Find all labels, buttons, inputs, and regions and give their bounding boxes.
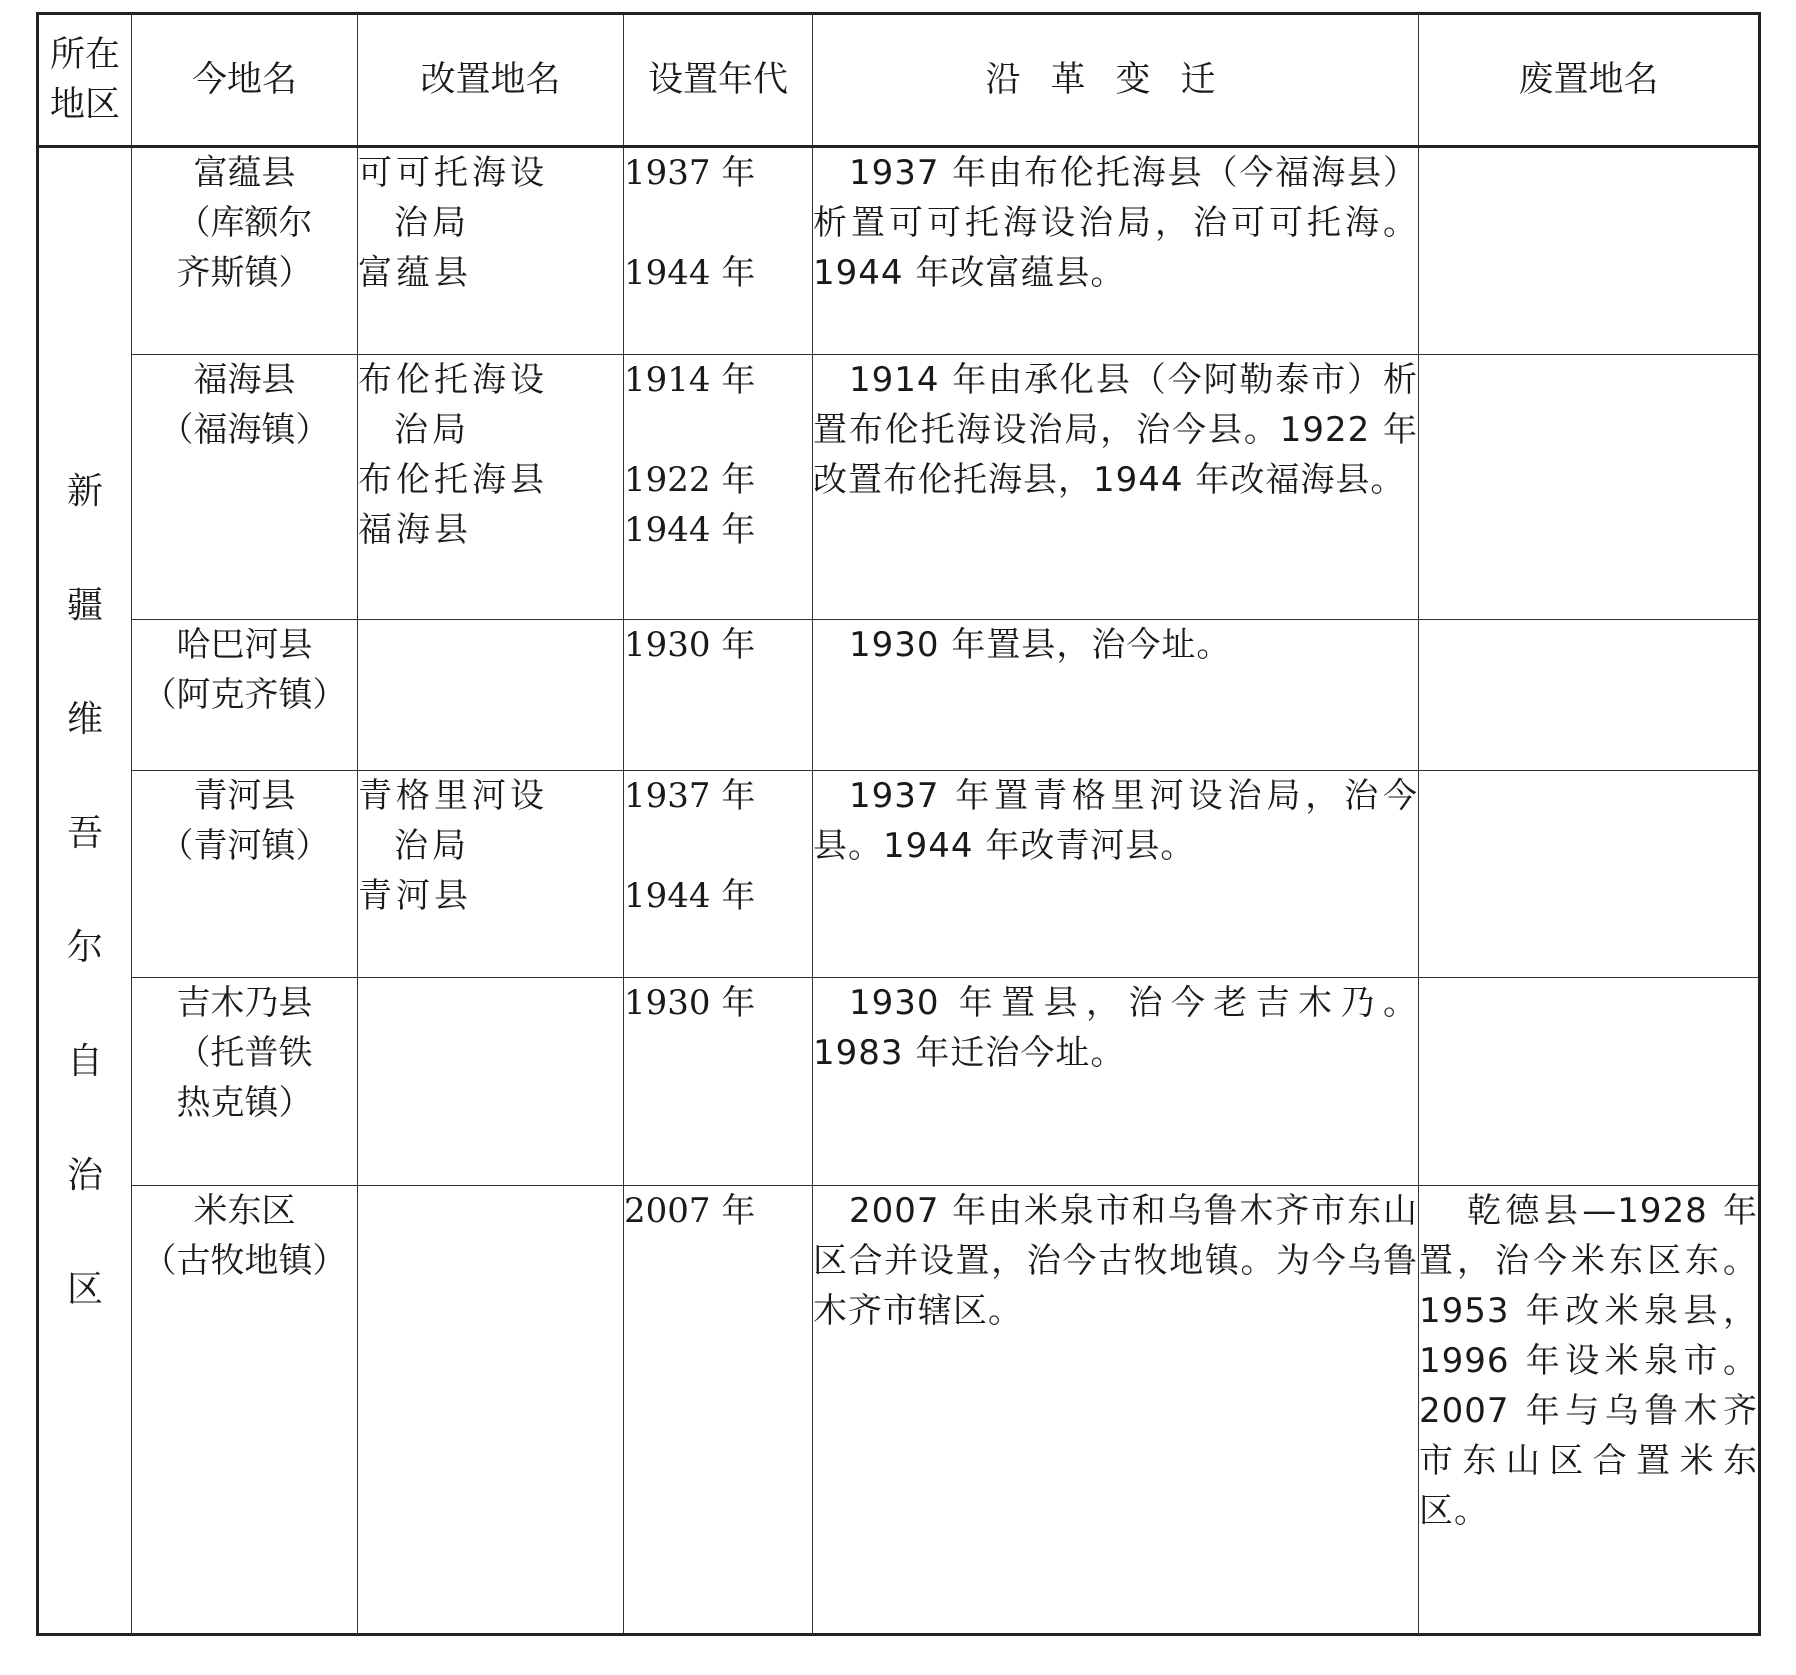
history-cell [813,147,1419,355]
current-name-cell [132,978,358,1186]
renamed-name-cell [358,355,624,620]
table-row [38,1186,1760,1635]
cell-line: （福海镇） [159,410,330,450]
cell-line: 青河县 [193,776,296,816]
cell-line: 1914 年 [624,360,756,400]
current-name-cell [132,1186,358,1635]
cell-line: 青格里河设 [358,776,548,816]
history-text: 2007 年由米泉市和乌鲁木齐市东山区合并设置，治今古牧地镇。为今乌鲁木齐市辖区。 [813,1191,1418,1331]
history-cell [813,771,1419,978]
cell-line: 米东区 [193,1191,296,1231]
abolished-name-cell [1419,620,1760,771]
table-row [38,147,1760,355]
cell-line: 布伦托海设 [358,360,548,400]
history-text: 1914 年由承化县（今阿勒泰市）析置布伦托海设治局，治今县。1922 年改置布伦托海县，1944 年改福海县。 [813,360,1418,500]
cell-line: 1944 年 [624,253,756,293]
header-row [38,14,1760,147]
region-char: 新 [66,470,103,512]
cell-line: 青河县 [358,876,472,916]
cell-line: 1922 年 [624,460,756,500]
table-body [38,147,1760,1635]
year-cell [624,771,813,978]
cell-line: 哈巴河县 [176,625,313,665]
abolished-name-cell: 乾德县—1928 年置，治今米东区东。1953 年改米泉县，1996 年设米泉市。2007 年与乌鲁木齐市东山区合置米东区。 [1419,1186,1760,1635]
cell-line: 1937 年 [624,153,756,193]
header-history: 沿革变迁 [813,14,1419,147]
cell-line: 1930 年 [624,625,756,665]
cell-line: （托普铁 [176,1033,313,1073]
table-row [38,355,1760,620]
region-char: 吾 [66,812,103,854]
cell-line: 1930 年 [624,983,756,1023]
cell-line: 福海县 [193,360,296,400]
header-region [38,14,132,147]
cell-line: 治局 [394,826,470,866]
history-cell [813,355,1419,620]
region-char: 疆 [66,584,103,626]
table-row [38,978,1760,1186]
abolished-name-cell [1419,771,1760,978]
cell-line: （青河镇） [159,826,330,866]
table-row [38,771,1760,978]
cell-line [624,198,812,248]
header-abolished-name: 废置地名 [1419,14,1760,147]
history-cell [813,1186,1419,1635]
cell-line: 1944 年 [624,510,756,550]
region-char: 治 [66,1154,103,1196]
cell-line: （阿克齐镇） [142,675,347,715]
abolished-name-cell [1419,147,1760,355]
current-name-cell [132,620,358,771]
cell-line: 吉木乃县 [176,983,313,1023]
abolished-name-cell [1419,978,1760,1186]
header-year-set: 设置年代 [624,14,813,147]
cell-line: 齐斯镇） [176,253,313,293]
renamed-name-cell [358,620,624,771]
cell-line: 富蕴县 [193,153,296,193]
header-current-name: 今地名 [132,14,358,147]
cell-line [624,405,812,455]
history-text: 1937 年由布伦托海县（今福海县）析置可可托海设治局，治可可托海。1944 年改富蕴县。 [813,153,1418,293]
year-cell [624,1186,813,1635]
region-char: 区 [66,1268,103,1310]
current-name-cell [132,771,358,978]
cell-line: （古牧地镇） [142,1241,347,1281]
cell-line: （库额尔 [176,203,313,243]
table-row [38,620,1760,771]
renamed-name-cell [358,978,624,1186]
place-name-table [36,12,1761,1636]
year-cell [624,355,813,620]
cell-line: 治局 [394,203,470,243]
header-region-line: 地区 [49,85,120,125]
history-text: 1937 年置青格里河设治局，治今县。1944 年改青河县。 [813,776,1418,866]
region-char: 自 [66,1040,103,1082]
history-cell [813,978,1419,1186]
history-text: 1930 年置县，治今址。 [849,625,1232,665]
cell-line: 富蕴县 [358,253,472,293]
current-name-cell [132,147,358,355]
current-name-cell [132,355,358,620]
year-cell [624,620,813,771]
cell-line: 热克镇） [176,1083,313,1123]
cell-line: 可可托海设 [358,153,548,193]
cell-line: 福海县 [358,510,472,550]
abolished-name-cell [1419,355,1760,620]
cell-line [624,821,812,871]
cell-line: 2007 年 [624,1191,756,1231]
cell-line: 1944 年 [624,876,756,916]
renamed-name-cell [358,771,624,978]
year-cell [624,147,813,355]
header-region-line: 所在 [49,35,120,75]
region-char: 尔 [66,926,103,968]
region-char: 维 [66,698,103,740]
cell-line: 1937 年 [624,776,756,816]
year-cell [624,978,813,1186]
history-cell [813,620,1419,771]
history-text: 1930 年置县，治今老吉木乃。1983 年迁治今址。 [813,983,1418,1073]
cell-line: 治局 [394,410,470,450]
header-renamed-name: 改置地名 [358,14,624,147]
region-cell [38,147,132,1635]
renamed-name-cell [358,1186,624,1635]
renamed-name-cell [358,147,624,355]
cell-line: 布伦托海县 [358,460,548,500]
